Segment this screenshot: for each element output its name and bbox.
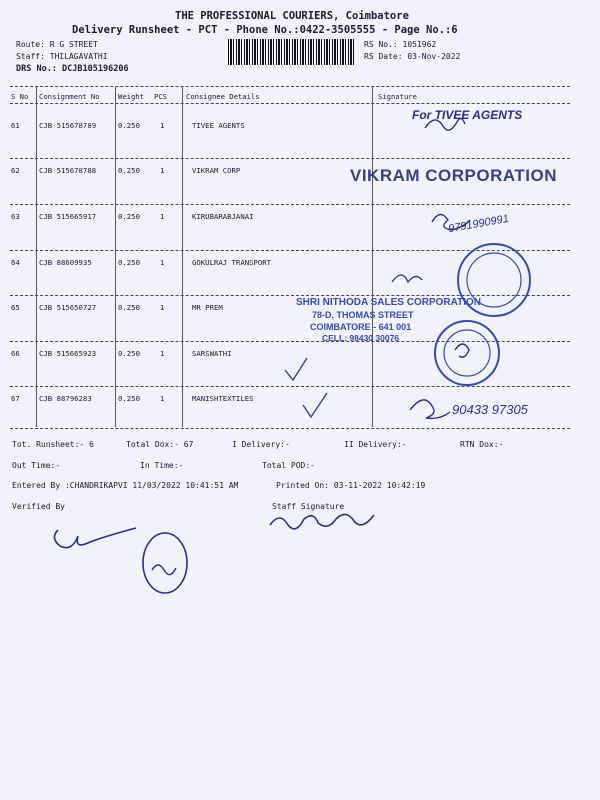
drs-number: DRS No.: DCJB105196206 xyxy=(16,64,129,74)
row-consignee: SARSWATHI xyxy=(192,349,232,358)
row-sno: 65 xyxy=(11,303,20,312)
rs-date: RS Date: 03-Nov-2022 xyxy=(364,52,461,61)
row-sno: 63 xyxy=(11,212,20,221)
company-title: THE PROFESSIONAL COURIERS, Coimbatore xyxy=(175,10,409,22)
row-consignee: MR PREM xyxy=(192,303,223,312)
signature-scribble xyxy=(425,118,465,130)
total-dox: Total Dox:- 67 xyxy=(126,440,194,449)
row-consignment: CJB 515678789 xyxy=(39,121,97,130)
row-weight: 0.250 xyxy=(118,166,140,175)
row-sno: 61 xyxy=(11,121,20,130)
verifier-signature-loop xyxy=(143,533,187,593)
row-sno: 66 xyxy=(11,349,20,358)
in-time: In Time:- xyxy=(140,461,184,470)
row-consignee: KIRUBARABJANAI xyxy=(192,212,254,221)
row-pcs: 1 xyxy=(160,212,165,221)
signature-scribble xyxy=(410,400,450,419)
i-delivery: I Delivery:- xyxy=(232,440,290,449)
col-header-consignee: Consignee Details xyxy=(186,92,260,101)
total-runsheet: Tot. Runsheet:- 6 xyxy=(12,440,94,449)
row-pcs: 1 xyxy=(160,349,165,358)
staff-signature-scribble xyxy=(270,514,374,528)
row-pcs: 1 xyxy=(160,166,165,175)
nithoda-stamp-line4: CELL: 98430 30076 xyxy=(322,333,400,343)
nithoda-stamp-line2: 78-D, THOMAS STREET xyxy=(312,310,414,320)
signature-scribble xyxy=(455,344,469,357)
staff-signature-label: Staff Signature xyxy=(272,502,345,511)
printed-on: Printed On: 03-11-2022 10:42:19 xyxy=(276,481,426,490)
transport-stamp-inner xyxy=(467,253,521,307)
runsheet-title: Delivery Runsheet - PCT - Phone No.:0422-3505555 - Page No.:6 xyxy=(72,24,458,36)
row-consignment: CJB 88796283 xyxy=(39,394,92,403)
ii-delivery: II Delivery:- xyxy=(344,440,407,449)
staff-label: Staff: THILAGAVATHI xyxy=(16,52,108,61)
entered-by: Entered By :CHANDRIKAPVI 11/03/2022 10:41:51 AM xyxy=(12,481,239,490)
row-pcs: 1 xyxy=(160,121,165,130)
row-sno: 67 xyxy=(11,394,20,403)
row-pcs: 1 xyxy=(160,258,165,267)
row-consignment: CJB 515665923 xyxy=(39,349,97,358)
row-weight: 0.250 xyxy=(118,394,140,403)
handwritten-phone: 90433 97305 xyxy=(452,402,528,417)
row-consignee: TIVEE AGENTS xyxy=(192,121,245,130)
nithoda-stamp-line1: SHRI NITHODA SALES CORPORATION xyxy=(296,297,482,308)
row-pcs: 1 xyxy=(160,303,165,312)
out-time: Out Time:- xyxy=(12,461,61,470)
row-weight: 0.250 xyxy=(118,121,140,130)
total-pod: Total POD:- xyxy=(262,461,315,470)
rtn-dox: RTN Dox:- xyxy=(460,440,504,449)
row-sno: 64 xyxy=(11,258,20,267)
verified-by-label: Verified By xyxy=(12,502,65,511)
verifier-signature xyxy=(54,528,136,548)
row-weight: 0.250 xyxy=(118,303,140,312)
col-header-pcs: PCS xyxy=(154,92,167,101)
route-label: Route: R G STREET xyxy=(16,40,98,49)
signature-scribble xyxy=(392,275,422,282)
col-header-weight: Weight xyxy=(118,92,144,101)
row-consignee: VIKRAM CORP xyxy=(192,166,241,175)
transport-stamp xyxy=(458,244,530,316)
col-header-sno: S No xyxy=(11,92,29,101)
rs-number: RS No.: 1051962 xyxy=(364,40,437,49)
tivee-stamp: For TIVEE AGENTS xyxy=(412,108,523,122)
row-consignment: CJB 515650727 xyxy=(39,303,97,312)
row-consignment: CJB 515678788 xyxy=(39,166,97,175)
handwritten-phone: 9791990991 xyxy=(447,212,510,236)
row-consignment: CJB 515665917 xyxy=(39,212,97,221)
row-consignee: GOKULRAJ TRANSPORT xyxy=(192,258,272,267)
row-sno: 62 xyxy=(11,166,20,175)
col-header-consignment: Consignment No xyxy=(39,92,100,101)
row-pcs: 1 xyxy=(160,394,165,403)
row-consignee: MANISHTEXTILES xyxy=(192,394,254,403)
vikram-stamp: VIKRAM CORPORATION xyxy=(350,166,558,185)
nithoda-stamp-line3: COIMBATORE - 641 001 xyxy=(310,322,412,332)
row-weight: 0.250 xyxy=(118,349,140,358)
verifier-signature xyxy=(152,565,176,575)
row-weight: 0.250 xyxy=(118,258,140,267)
signature-scribble xyxy=(432,214,470,230)
row-consignment: CJB 88609935 xyxy=(39,258,92,267)
col-header-signature: Signature xyxy=(378,92,417,101)
check-mark xyxy=(303,393,327,417)
check-mark xyxy=(285,358,307,380)
row-weight: 0.250 xyxy=(118,212,140,221)
